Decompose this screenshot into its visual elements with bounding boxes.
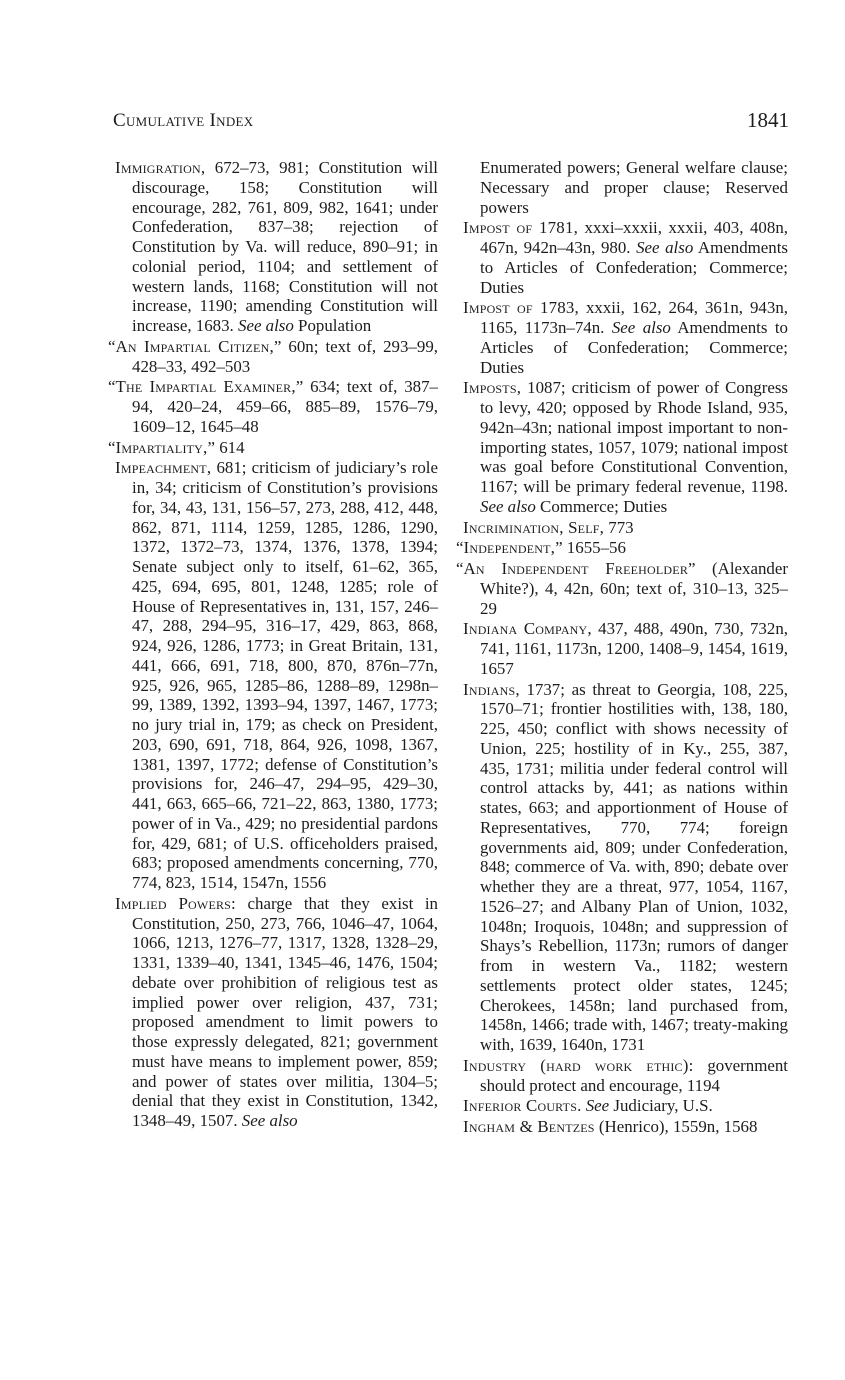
entry-locators: Enumerated powers; General welfare clause; Necessary and proper clause; Reserved powers bbox=[480, 158, 788, 217]
index-entry bbox=[463, 680, 788, 1055]
see-also-target: Amendments to Articles of Confederation; Commerce; Duties bbox=[480, 238, 788, 297]
page-number: 1841 bbox=[747, 108, 789, 132]
entry-headword: Impartiality, bbox=[115, 437, 208, 457]
index-entry bbox=[115, 894, 438, 1131]
index-entry bbox=[456, 538, 788, 558]
index-entry bbox=[463, 1056, 788, 1096]
entry-locators: 681; criticism of judiciary’s role in, 34; criticism of Constitution’s provisions for, 34, 43, 131, 156–57, 273, 288, 412, 448, 862, 871, 1114, 1259, 1285, 1286, 1290, 1372, 1372–73, 1374, 1376, 1378, 1394; Senate subject only to itself, 61–62, 365, 425, 694, 695, 801, 1248, 1285; role of House of Representatives in, 131, 157, 246–47, 288, 294–95, 316–17, 429, 863, 868, 924, 926, 1286, 1773; in Great Britain, 131, 441, 666, 691, 718, 800, 870, 876n–77n, 925, 926, 965, 1285–86, 1288–89, 1298n–99, 1389, 1392, 1393–94, 1397, 1467, 1773; no jury trial in, 179; as check on President, 203, 690, 691, 718, 864, 926, 1098, 1367, 1381, 1397, 1772; defense of Constitution’s provisions for, 246–47, 294–95, 429–30, 441, 663, 665–66, 721–22, 863, 1380, 1773; power of in Va., 429; no presidential pardons for, 429, 681; of U.S. officeholders praised, 683; proposed amendments concerning, 770, 774, 823, 1514, 1547n, 1556 bbox=[132, 458, 438, 892]
index-entry bbox=[115, 458, 438, 893]
entry-headword: Indians, bbox=[463, 679, 520, 699]
entry-quote-close: ” bbox=[688, 559, 696, 578]
index-entry bbox=[463, 518, 788, 538]
index-entry bbox=[115, 158, 438, 336]
entry-quote-close: ” bbox=[555, 538, 563, 558]
index-entry bbox=[463, 298, 788, 377]
entry-quote-close: ” bbox=[273, 336, 282, 356]
entry-locators: 773 bbox=[604, 517, 634, 537]
index-entry bbox=[463, 218, 788, 297]
entry-locators: charge that they exist in Constitution, 250, 273, 766, 1046–47, 1064, 1066, 1213, 1276–77, 1317, 1328, 1328–29, 1331, 1339–40, 1341, 1345–46, 1476, 1504; debate over prohibition of religious test as implied power over religion, 437, 731; proposed amendment to limit powers to those expressly delegated, 821; government must have means to implement power, 859; and power of states over militia, 1304–5; denial that they exist in Constitution, 1342, 1348–49, 1507. bbox=[132, 893, 439, 1130]
entry-quote-open: “ bbox=[108, 336, 116, 356]
index-column-right bbox=[456, 158, 788, 1138]
entry-locators: 634; text of, 387–94, 420–24, 459–66, 885–89, 1576–79, 1609–12, 1645–48 bbox=[132, 377, 438, 436]
index-entry bbox=[108, 336, 438, 377]
entry-locators: 614 bbox=[214, 437, 245, 457]
entry-headword: Impost of 1781, bbox=[463, 218, 579, 238]
entry-locators: 1087; criticism of power of Congress to levy, 420; opposed by Rhode Island, 935, 942n–43n; national impost important to non-importing states, 1057, 1079; national impost was goal before Constitutional Convention, 1167; will be primary federal revenue, 1198. bbox=[480, 378, 788, 496]
entry-locators: (Alexander White?), 4, 42n, 60n; text of, 310–13, 325–29 bbox=[480, 559, 788, 618]
entry-locators: 437, 488, 490n, 730, 732n, 741, 1161, 1173n, 1200, 1408–9, 1454, 1619, 1657 bbox=[480, 619, 788, 678]
see-also-target: Judiciary, U.S. bbox=[609, 1096, 713, 1116]
index-entry bbox=[108, 377, 438, 436]
see-also-label: See also bbox=[238, 316, 294, 335]
index-entry bbox=[463, 1117, 788, 1137]
entry-headword: The Impartial Examiner, bbox=[115, 377, 296, 397]
index-entry bbox=[463, 158, 788, 217]
entry-headword: Independent, bbox=[463, 538, 556, 558]
entry-quote-open: “ bbox=[456, 538, 464, 558]
see-also-label: See also bbox=[636, 238, 694, 257]
entry-headword: Incrimination, Self, bbox=[463, 517, 605, 537]
entry-locators: 1737; as threat to Georgia, 108, 225, 1570–71; frontier hostilities with, 138, 180, 225, 450; conflict with shows necessity of Union, 225; hostility of in Ky., 255, 387, 435, 1731; militia under federal control will control attacks by, 441; as nations within states, 663; and apportionment of House of Representatives, 770, 774; foreign governments aid, 809; under Confederation, 848; commerce of Va. with, 890; debate over whether they are a threat, 977, 1054, 1167, 1526–27; and Albany Plan of Union, 1032, 1048n; Iroquois, 1048n; and suppression of Shays’s Rebellion, 1173n; rumors of danger from in western Va., 1182; western settlements protect older states, 1245; Cherokees, 1458n; land purchased from, 1458n, 1466; trade with, 1467; treaty-making with, 1639, 1640n, 1731 bbox=[480, 679, 788, 1054]
entry-headword: Indiana Company, bbox=[463, 619, 592, 639]
entry-headword: Impost of 1783, bbox=[463, 298, 579, 318]
index-entry bbox=[463, 1096, 788, 1116]
running-head: Cumulative Index bbox=[113, 110, 254, 131]
entry-headword: Immigration, bbox=[115, 158, 206, 177]
entry-headword: Imposts, bbox=[463, 378, 522, 398]
entry-headword: Inferior Courts. bbox=[463, 1096, 582, 1116]
entry-quote-open: “ bbox=[108, 377, 116, 397]
entry-locators: 60n; text of, 293–99, 428–33, 492–503 bbox=[132, 336, 438, 376]
entry-quote-open: “ bbox=[456, 559, 464, 578]
entry-headword: Implied Powers: bbox=[115, 893, 236, 913]
entry-locators: (Henrico), 1559n, 1568 bbox=[594, 1117, 758, 1136]
entry-headword: Industry (hard work ethic): bbox=[463, 1055, 694, 1075]
entry-locators: government should protect and encourage, 1194 bbox=[480, 1055, 788, 1095]
entry-headword: Ingham & Bentzes bbox=[463, 1117, 595, 1136]
see-also-label: See also bbox=[611, 318, 671, 337]
entry-headword: An Independent Freeholder bbox=[463, 559, 689, 578]
entry-locators: 1655–56 bbox=[562, 538, 626, 558]
entry-quote-close: ” bbox=[295, 377, 304, 397]
see-also-target: Population bbox=[293, 316, 372, 335]
entry-locators: xxxii, 162, 264, 361n, 943n, 1165, 1173n–74n. bbox=[480, 298, 788, 337]
see-also-label: See bbox=[585, 1096, 610, 1116]
see-also-target: Commerce; Duties bbox=[535, 496, 668, 516]
entry-headword: Impeachment, bbox=[115, 458, 212, 478]
see-also-label: See also bbox=[480, 496, 536, 516]
index-entry bbox=[463, 378, 788, 516]
index-column-left bbox=[108, 158, 439, 1132]
index-entry bbox=[456, 559, 788, 618]
index-entry bbox=[108, 437, 438, 458]
index-entry bbox=[463, 619, 788, 678]
entry-locators: 672–73, 981; Constitution will discourage, 158; Constitution will encourage, 282, 761, 809, 982, 1641; under Confederation, 837–38; rejection of Constitution by Va. will reduce, 890–91; in colonial period, 1104; and settlement of western lands, 1168; Constitution will not increase, 1190; amending Constitution will increase, 1683. bbox=[132, 158, 438, 335]
see-also-target: Amendments to Articles of Confederation; Commerce; Duties bbox=[480, 318, 788, 377]
entry-headword: An Impartial Citizen, bbox=[115, 336, 274, 356]
see-also-label: See also bbox=[241, 1111, 298, 1130]
entry-locators: xxxi–xxxii, xxxii, 403, 408n, 467n, 942n–43n, 980. bbox=[480, 218, 788, 257]
entry-quote-close: ” bbox=[207, 437, 215, 457]
entry-quote-open: “ bbox=[108, 437, 116, 457]
